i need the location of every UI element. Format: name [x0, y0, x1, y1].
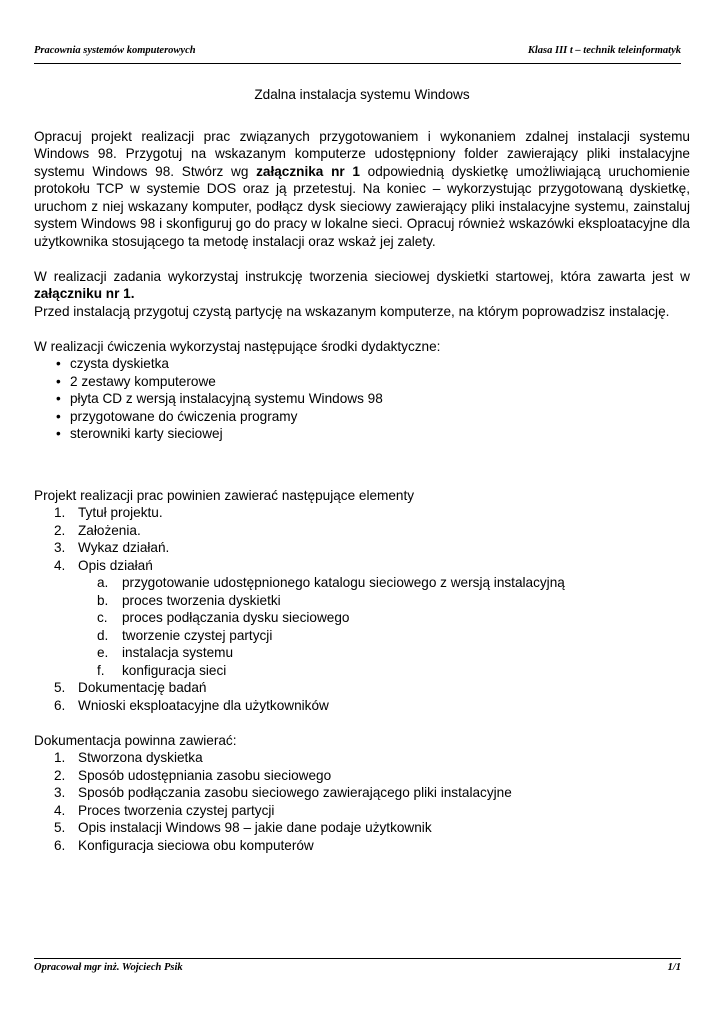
project-elements-list-continued — [34, 679, 690, 714]
header-course: Pracownia systemów komputerowych — [34, 45, 196, 56]
document-body — [34, 86, 690, 854]
document-title: Zdalna instalacja systemu Windows — [254, 87, 470, 102]
project-intro: Projekt realizacji prac powinien zawierać następujące elementy — [34, 487, 415, 503]
list-item: 5. Opis instalacji Windows 98 – jakie dane podaje użytkownik — [54, 820, 432, 835]
list-item: 2. Założenia. — [54, 522, 141, 538]
page-number: 1/1 — [667, 962, 681, 973]
list-item: 2. Sposób udostępniania zasobu sieciowego — [54, 767, 332, 783]
sublist-item: a. przygotowanie udostępnionego katalogu sieciowego z wersją instalacyjną — [97, 575, 565, 590]
attachment-reference: załącznika nr 1 — [256, 163, 360, 179]
bullet-icon: • — [56, 391, 61, 406]
bullet-icon: • — [56, 373, 61, 389]
footer-author: Opracował mgr inż. Wojciech Psik — [34, 962, 183, 973]
documentation-intro: Dokumentacja powinna zawierać: — [34, 732, 237, 748]
bullet-icon: • — [56, 356, 61, 371]
list-item: 3. Sposób podłączania zasobu sieciowego zawierającego pliki instalacyjne — [54, 785, 512, 800]
documentation-list — [34, 749, 690, 854]
list-item: 4. Proces tworzenia czystej partycji — [54, 802, 275, 818]
header-class: Klasa III t – technik teleinformatyk — [527, 45, 681, 56]
resources-list — [34, 355, 690, 443]
sublist-item: f. konfiguracja sieci — [97, 662, 227, 678]
bullet-icon: • — [56, 408, 61, 424]
sublist-item: e. instalacja systemu — [97, 645, 234, 660]
resources-intro: W realizacji ćwiczenia wykorzystaj następujące środki dydaktyczne: — [34, 338, 441, 354]
list-item: 1. Tytuł projektu. — [54, 505, 163, 520]
project-elements-list — [34, 504, 690, 574]
sublist-item: d. tworzenie czystej partycji — [97, 627, 273, 643]
list-item: 4. Opis działań — [54, 557, 153, 573]
list-item: • przygotowane do ćwiczenia programy — [56, 408, 298, 424]
bullet-icon: • — [56, 426, 61, 441]
list-item: 6. Konfiguracja sieciowa obu komputerów — [54, 837, 314, 853]
list-item: 6. Wnioski eksploatacyjne dla użytkowników — [54, 697, 329, 713]
page-header — [34, 43, 681, 64]
list-item: • czysta dyskietka — [56, 356, 169, 371]
list-item: • sterowniki karty sieciowej — [56, 426, 223, 441]
partition-paragraph: Przed instalacją przygotuj czystą partycję na wskazanym komputerze, na którym poprowadzisz instalację. — [34, 303, 670, 319]
list-item: 1. Stworzona dyskietka — [54, 750, 203, 765]
page-footer — [34, 958, 681, 979]
sublist-item: c. proces podłączania dysku sieciowego — [97, 610, 350, 625]
list-item: 5. Dokumentację badań — [54, 680, 207, 695]
sublist-item: b. proces tworzenia dyskietki — [97, 592, 281, 608]
list-item: • płyta CD z wersją instalacyjną systemu Windows 98 — [56, 391, 383, 406]
action-description-sublist — [34, 574, 690, 679]
attachment-reference-2: załączniku nr 1. — [34, 286, 135, 301]
intro-paragraph: Opracuj projekt realizacji prac związanych przygotowaniem i wykonaniem zdalnej instalacji systemu Windows 98. Przygotuj na wskazanym komputerze udostępniony folder zawierający pliki instalacyjne systemu Windows 98. Stwórz wg załącznika nr 1 odpowiednią dyskietkę umożliwiającą uruchomienie protokołu TCP w systemie DOS oraz ją przetestuj. Na koniec – wykorzystując przygotowaną dyskietkę, uruchom z niej wskazany komputer, podłącz dysk sieciowy zawierający pliki instalacyjne systemu, zainstaluj system Windows 98 i skonfiguruj go do pracy w lokalne sieci. Opracuj również wskazówki eksploatacyjne dla użytkownika stosującego ta metodę instalacji oraz wskaż jej zalety. — [34, 128, 690, 249]
list-item: 3. Wykaz działań. — [54, 540, 170, 555]
realization-paragraph: W realizacji zadania wykorzystaj instrukcję tworzenia sieciowej dyskietki startowej, która zawarta jest w załączniku nr 1. — [34, 268, 690, 301]
list-item: • 2 zestawy komputerowe — [56, 373, 216, 389]
